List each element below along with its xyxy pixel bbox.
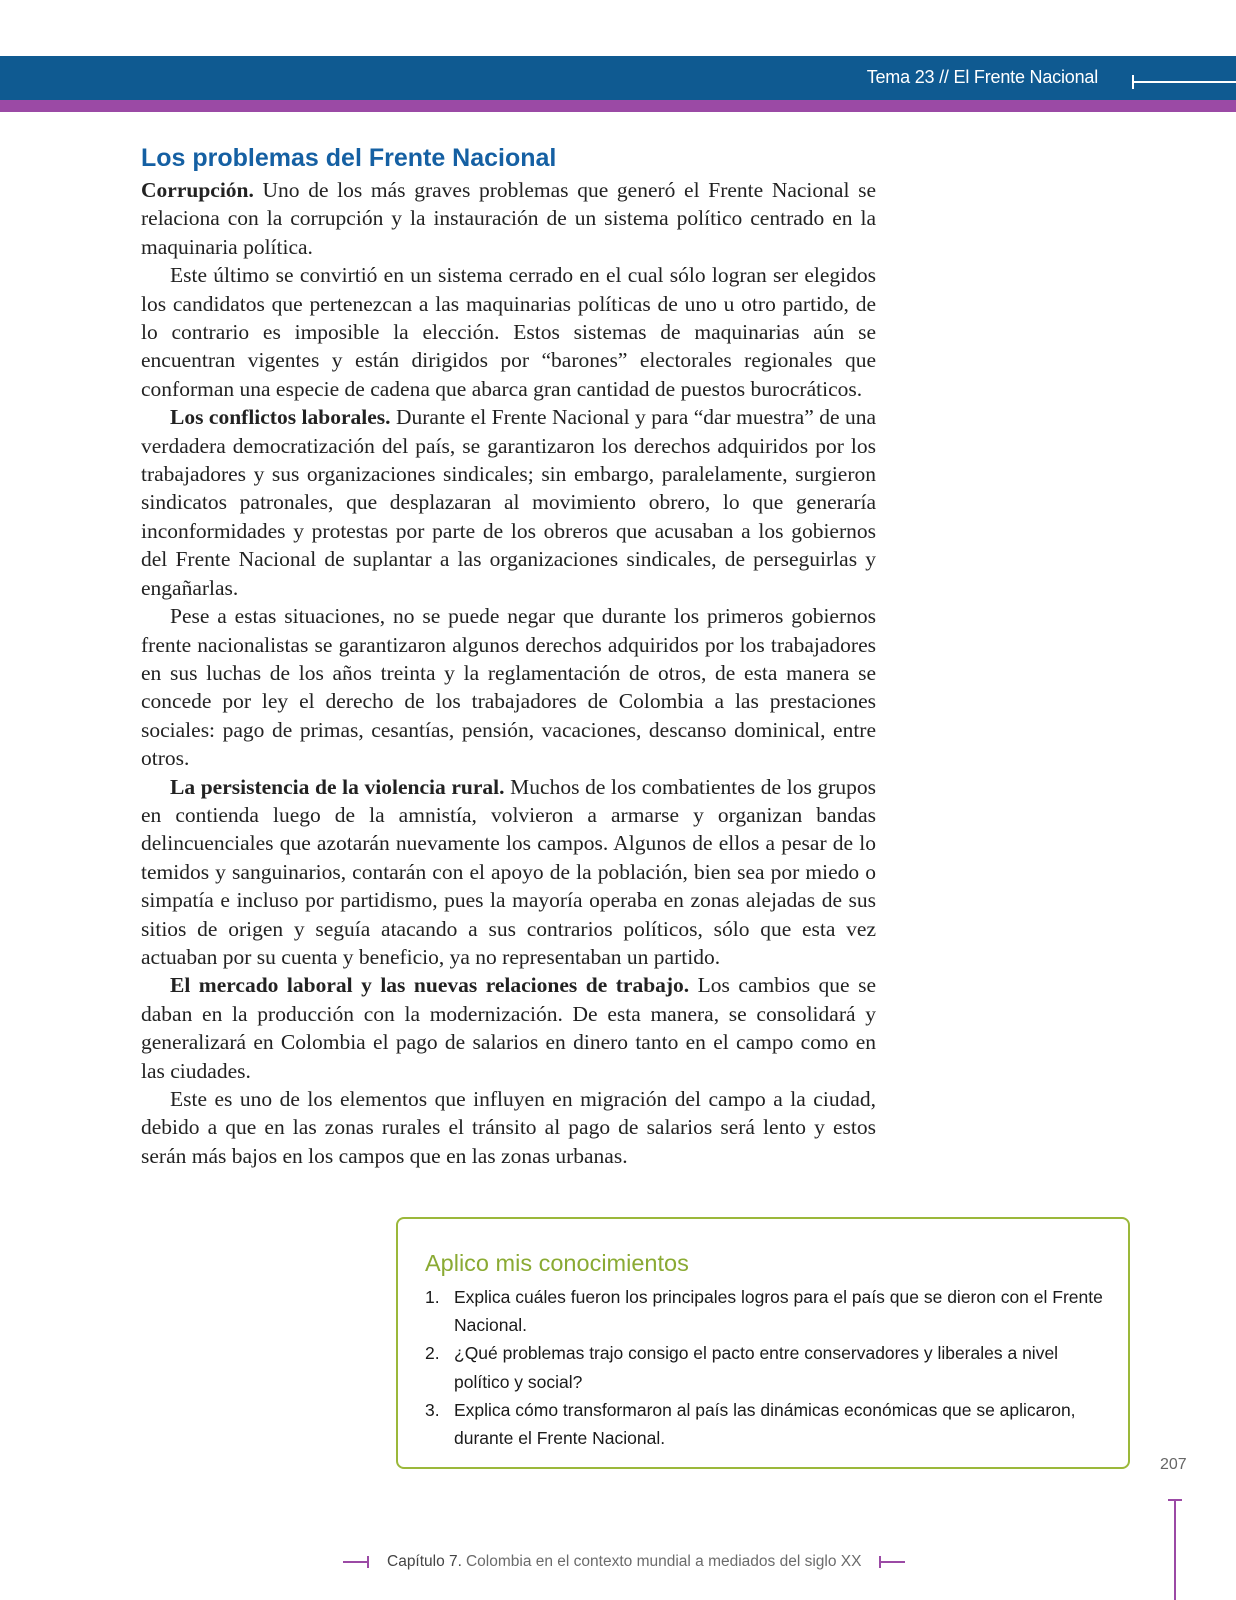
paragraph-lead: La persistencia de la violencia rural. (170, 774, 505, 799)
paragraph-lead: Los conflictos laborales. (170, 405, 391, 430)
header-stripe (0, 100, 1236, 112)
activity-item-number: 1. (425, 1287, 440, 1307)
paragraph-migracion (141, 1085, 876, 1170)
paragraph-text: Este es uno de los elementos que influyen en migración del campo a la ciudad, debido a que en las zonas rurales el tránsito al pago de salarios será lento y estos serán más bajos en los campos que en las zonas urbanas. (141, 1087, 876, 1168)
activity-box (396, 1217, 1130, 1469)
paragraph-maquinarias (141, 261, 876, 403)
paragraph-conflictos-laborales (141, 403, 876, 602)
paragraph-text: Este último se convirtió en un sistema cerrado en el cual sólo logran ser elegidos los candidatos que pertenezcan a las maquinarias políticas de uno u otro partido, de lo contrario es imposible la elección. Estos sistemas de maquinarias aún se encuentran vigentes y están dirigidos por “barones” electorales regionales que conforman una especie de cadena que abarca gran cantidad de puestos burocráticos. (141, 263, 876, 401)
activity-item-text: ¿Qué problemas trajo consigo el pacto entre conservadores y liberales a nivel político y social? (454, 1343, 1059, 1392)
paragraph-lead: Corrupción. (141, 178, 254, 202)
activity-item-text: Explica cómo transformaron al país las dinámicas económicas que se aplicaron, durante el Frente Nacional. (454, 1399, 1076, 1449)
activity-item-number: 2. (425, 1343, 440, 1364)
activity-item-text: Explica cuáles fueron los principales logros para el país que se dieron con el Frente Nacional. (454, 1287, 1103, 1336)
activity-item (425, 1396, 1105, 1452)
footer-chapter-label: Capítulo 7. (387, 1553, 462, 1570)
paragraph-prestaciones (141, 602, 876, 772)
paragraph-mercado-laboral (141, 971, 876, 1085)
page-number: 207 (1160, 1456, 1187, 1473)
section-title: Los problemas del Frente Nacional (141, 144, 557, 172)
chapter-topic-title: Tema 23 // El Frente Nacional (866, 67, 1098, 87)
paragraph-corrupcion (141, 176, 876, 261)
footer-rule-left (343, 1561, 369, 1563)
paragraph-text: Los cambios que se daban en la producción con la modernización. De esta manera, se consolidará y generalizará en Colombia el pago de salarios en dinero tanto en el campo como en las ciudades. (141, 973, 876, 1083)
footer-chapter-text: Colombia en el contexto mundial a mediados del siglo XX (465, 1553, 862, 1570)
footer (343, 1550, 905, 1574)
activity-item-number: 3. (425, 1399, 440, 1420)
activity-item (425, 1283, 1105, 1339)
activity-item (425, 1339, 1105, 1395)
header-rule (1133, 81, 1236, 83)
margin-rule (1174, 1500, 1176, 1600)
body-text (141, 176, 876, 1170)
paragraph-text: Muchos de los combatientes de los grupos en contienda luego de la amnistía, volvieron a armarse y organizan bandas delincuenciales que azotarán nuevamente los campos. Algunos de ellos a pesar de lo temidos y sanguinarios, contarán con el apoyo de la población, bien sea por miedo o simpatía e incluso por partidismo, pues la mayoría operaba en zonas alejadas de sus sitios de origen y seguía atacando a sus contrarios políticos, sólo que esta vez actuaban por su cuenta y beneficio, ya no representaban un partido. (141, 774, 876, 969)
paragraph-lead: El mercado laboral y las nuevas relaciones de trabajo. (170, 973, 690, 998)
paragraph-violencia-rural (141, 773, 876, 972)
activity-list (425, 1283, 1105, 1452)
paragraph-text: Pese a estas situaciones, no se puede negar que durante los primeros gobiernos frente nacionalistas se garantizaron algunos derechos adquiridos por los trabajadores en sus luchas de los años treinta y la reglamentación de otros, de esta manera se concede por ley el derecho de los trabajadores de Colombia a las prestaciones sociales: pago de primas, cesantías, pensión, vacaciones, descanso dominical, entre otros. (141, 604, 876, 771)
footer-rule-right (879, 1561, 905, 1563)
activity-title: Aplico mis conocimientos (425, 1250, 689, 1276)
paragraph-text: Uno de los más graves problemas que generó el Frente Nacional se relaciona con la corrupción y la instauración de un sistema político centrado en la maquinaria política. (141, 178, 876, 259)
paragraph-text: Durante el Frente Nacional y para “dar muestra” de una verdadera democratización del país, se garantizaron los derechos adquiridos por los trabajadores y sus organizaciones sindicales; sin embargo, paralelamente, surgieron sindicatos patronales, que desplazaran al movimiento obrero, lo que generaría inconformidades y protestas por parte de los obreros que acusaban a los gobiernos del Frente Nacional de suplantar a las organizaciones sindicales, de perseguirlas y engañarlas. (141, 405, 876, 600)
